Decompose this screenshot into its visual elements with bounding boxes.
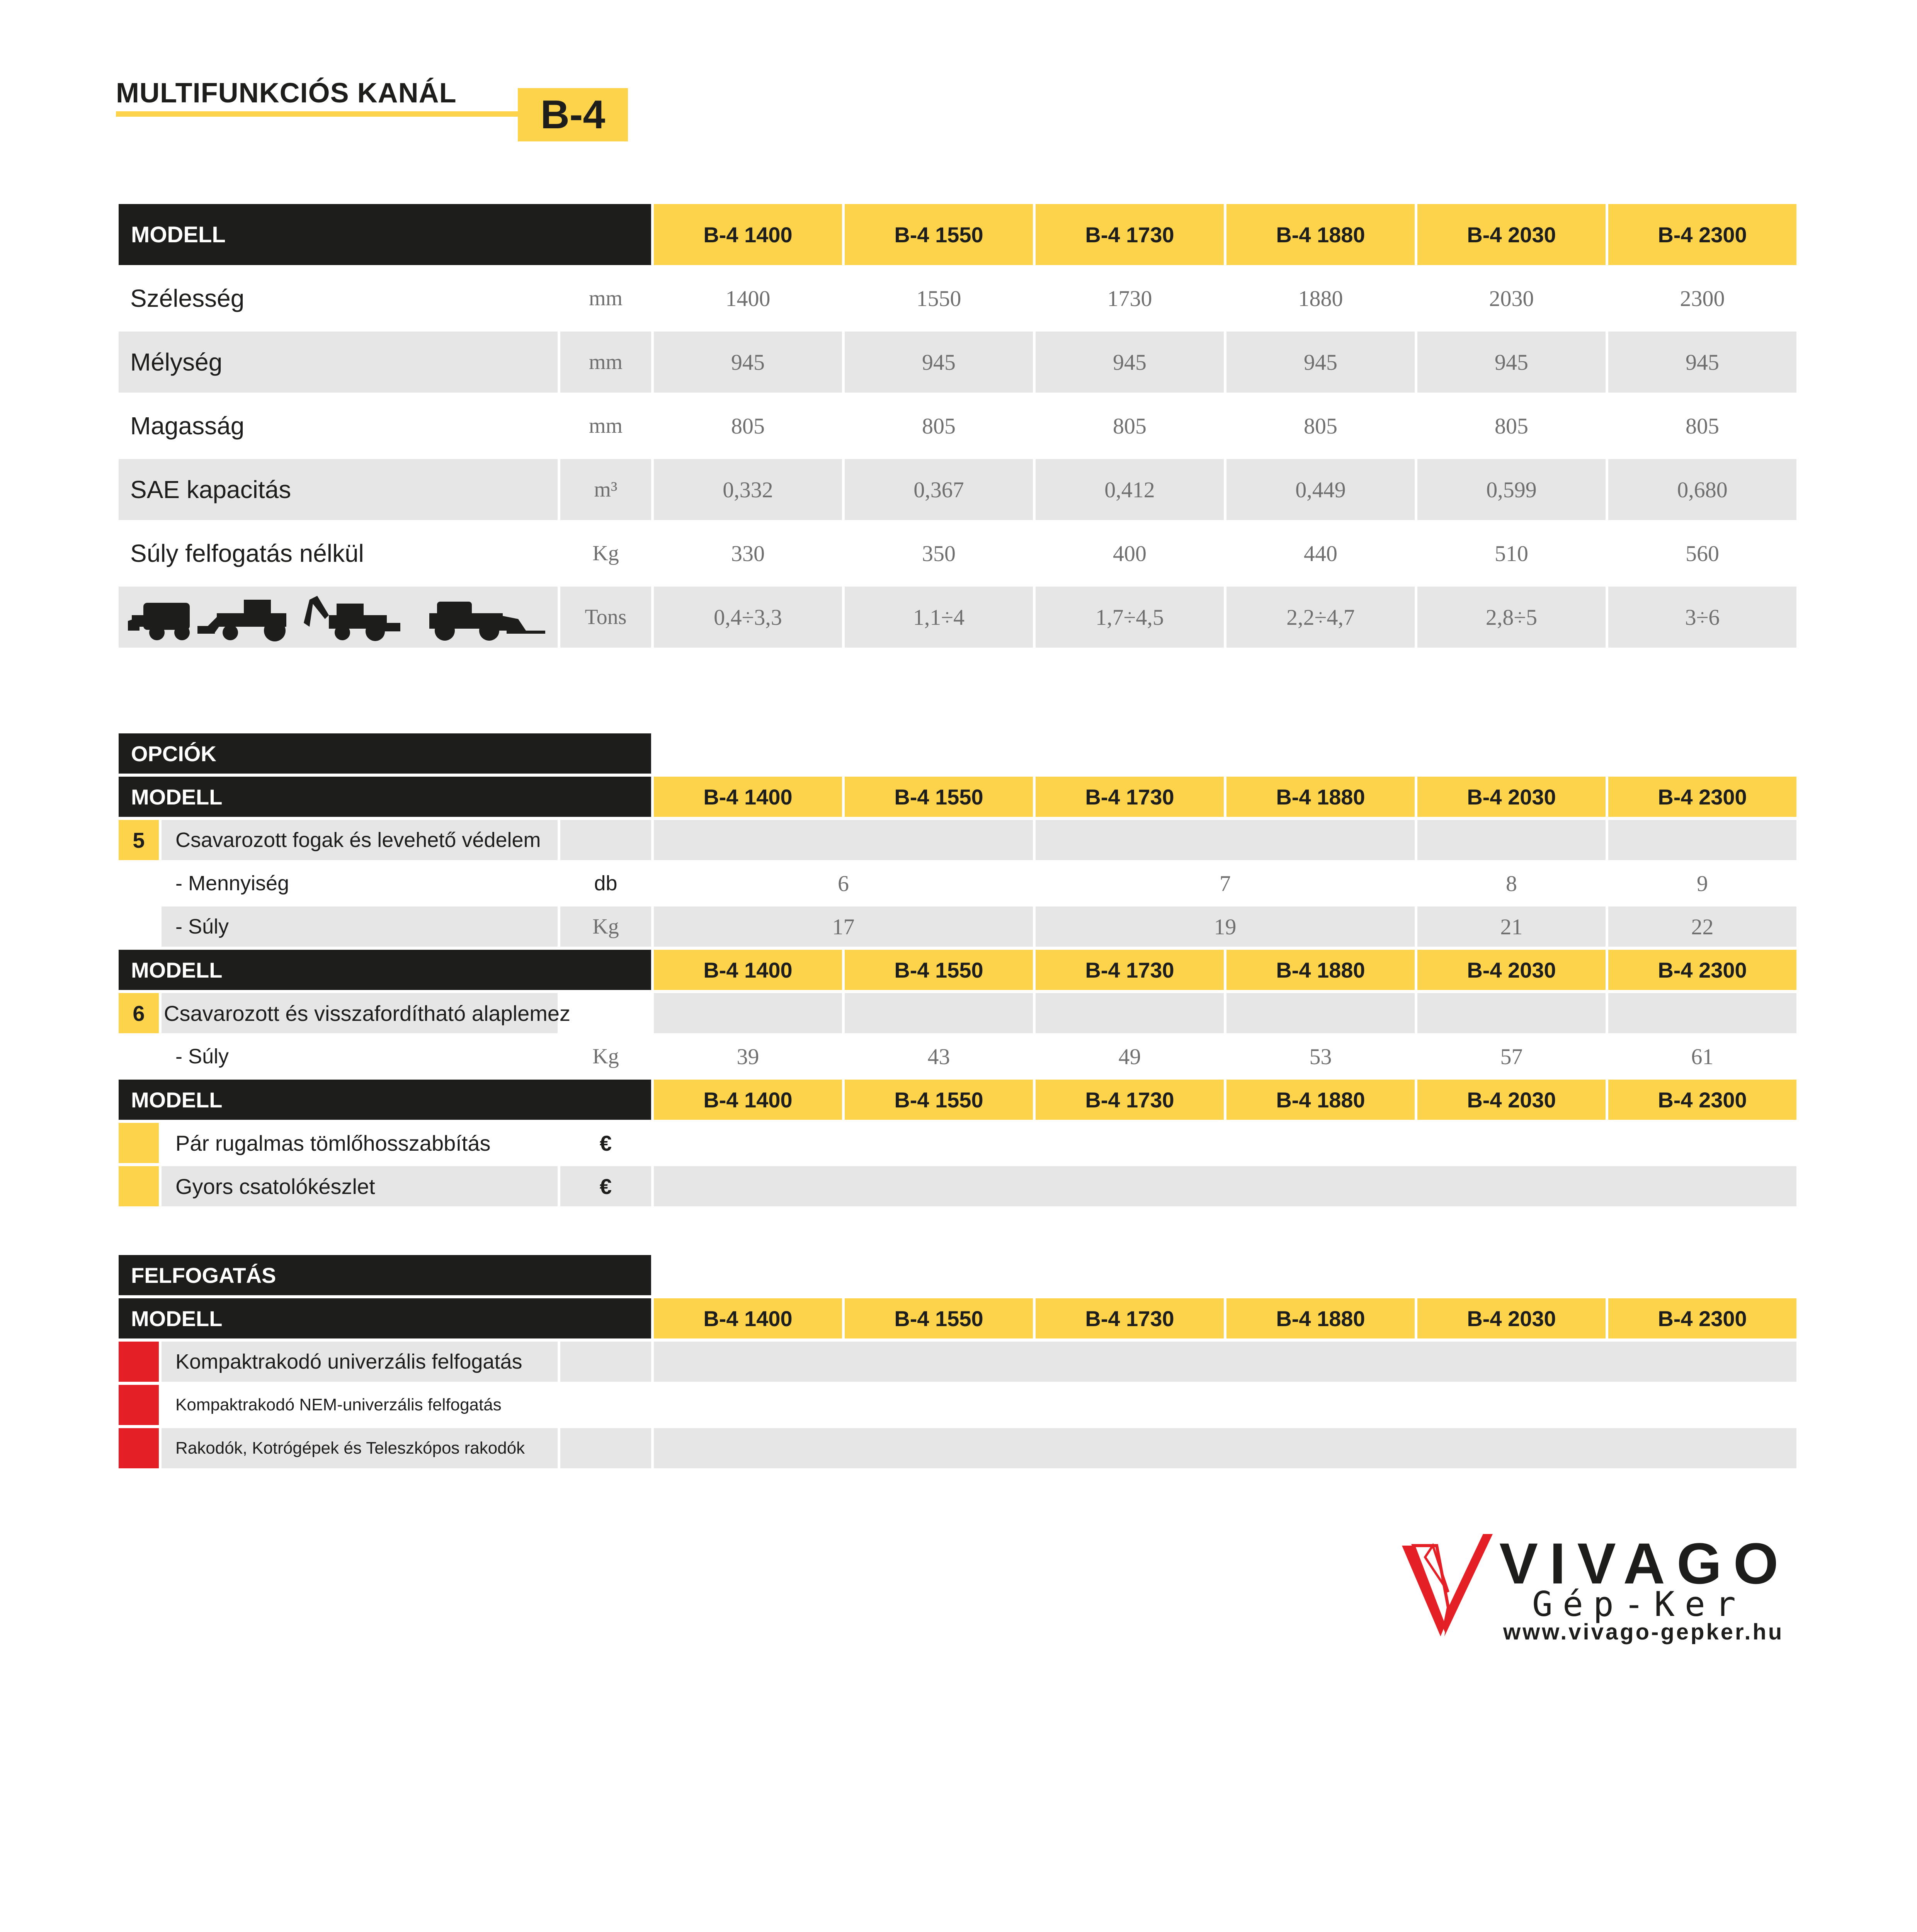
option-empty-cell [1417,993,1606,1033]
spec-unit-sae-capacity: m³ [560,459,651,520]
spec-label-sae-capacity: SAE kapacitás [119,459,558,520]
spec-value: 0,599 [1417,459,1606,520]
options-model-col-6: B-4 2300 [1608,950,1796,990]
options-model-col-4: B-4 1880 [1226,777,1415,817]
options-model-col-6: B-4 2300 [1608,777,1796,817]
tractor-loader-icon [197,600,286,641]
option-weight-unit: Kg [560,906,651,947]
mounting-loaders-label: Rakodók, Kotrógépek és Teleszkópos rakodók [162,1428,558,1468]
spec-label-width: Szélesség [130,284,245,312]
spec-value: 350 [922,541,956,566]
option-empty-cell [1417,820,1606,860]
logo-url: www.vivago-gepker.hu [1503,1619,1784,1645]
option-value: 22 [1608,906,1796,947]
spec-value: 1730 [1107,286,1152,311]
machine-icons-strip [128,592,553,642]
option-empty-cell [1226,993,1415,1033]
option-qty-unit: db [594,872,617,895]
spec-value: 805 [922,413,956,439]
options-model-col-3: B-4 1730 [1036,950,1224,990]
extra-hose-label: Pár rugalmas tömlőhosszabbítás [175,1131,491,1155]
spec-value: 0,412 [1036,459,1224,520]
spec-model-header: MODELL [119,204,651,265]
spec-value: 1880 [1298,286,1343,311]
mounting-marker [119,1385,159,1425]
option-value: 6 [838,871,849,896]
option-number-badge: 6 [119,993,159,1033]
spec-value: 945 [1608,332,1796,393]
options-model-col-2: B-4 1550 [845,1080,1033,1120]
wheel-loader-icon [429,602,545,641]
spec-unit-tons: Tons [560,587,651,648]
spec-value: 1550 [916,286,961,311]
options-model-col-2: B-4 1550 [845,777,1033,817]
spec-value: 2030 [1489,286,1534,311]
option-value: 49 [1118,1044,1141,1069]
options-model-header: MODELL [119,950,651,990]
spec-value: 0,449 [1226,459,1415,520]
logo-subtitle: Gép-Ker [1532,1584,1746,1624]
spec-model-col-1: B-4 1400 [654,204,842,265]
spec-model-col-5: B-4 2030 [1417,204,1606,265]
mounting-empty-cell [654,1342,1796,1382]
option-qty-label: - Mennyiség [175,872,289,895]
option-empty-cell [1036,820,1415,860]
option-plate-label: Csavarozott és visszafordítható alaplemez [162,993,558,1033]
spec-unit-depth: mm [560,332,651,393]
option-value: 43 [927,1044,950,1069]
spec-value: 945 [654,332,842,393]
mounting-marker [119,1342,159,1382]
mounting-model-col-3: B-4 1730 [1036,1298,1224,1338]
option-weight-label: - Súly [175,1045,229,1068]
mounting-unit-empty [560,1428,651,1468]
options-model-col-4: B-4 1880 [1226,1080,1415,1120]
spec-value: 440 [1304,541,1337,566]
spec-value: 2,8÷5 [1417,587,1606,648]
spec-value: 510 [1495,541,1528,566]
mounting-non-universal-label: Kompaktrakodó NEM-univerzális felfogatás [175,1395,502,1414]
option-weight-label: - Súly [162,906,558,947]
spec-label-depth: Mélység [119,332,558,393]
mounting-marker [119,1428,159,1468]
options-model-col-5: B-4 2030 [1417,777,1606,817]
spec-value: 805 [1113,413,1146,439]
spec-value: 805 [1686,413,1719,439]
spec-unit-height: mm [589,414,623,438]
model-code-label: B-4 [540,92,606,137]
option-value: 39 [737,1044,759,1069]
spec-value: 3÷6 [1608,587,1796,648]
spec-value: 0,4÷3,3 [654,587,842,648]
spec-value: 2,2÷4,7 [1226,587,1415,648]
spec-unit-weight: Kg [592,541,619,565]
extra-coupler-label: Gyors csatolókészlet [162,1166,558,1206]
option-unit-empty [560,820,651,860]
options-model-header: MODELL [119,777,651,817]
spec-value: 945 [845,332,1033,393]
spec-model-col-2: B-4 1550 [845,204,1033,265]
options-model-header: MODELL [119,1080,651,1120]
option-value: 19 [1036,906,1415,947]
spec-value: 0,367 [845,459,1033,520]
option-value: 61 [1691,1044,1714,1069]
spec-label-weight: Súly felfogatás nélkül [130,539,364,567]
option-weight-unit: Kg [592,1044,619,1068]
option-value: 53 [1309,1044,1332,1069]
option-empty-cell [1608,820,1796,860]
options-model-col-3: B-4 1730 [1036,777,1224,817]
mounting-empty-cell [654,1428,1796,1468]
option-empty-cell [845,993,1033,1033]
option-value: 21 [1417,906,1606,947]
spec-value: 1400 [725,286,771,311]
options-model-col-2: B-4 1550 [845,950,1033,990]
options-model-col-4: B-4 1880 [1226,950,1415,990]
title-underline [116,111,518,117]
option-value: 7 [1220,871,1231,896]
vivago-v-mark-icon [1402,1530,1495,1638]
spec-value: 0,332 [654,459,842,520]
spec-model-col-4: B-4 1880 [1226,204,1415,265]
option-value: 57 [1500,1044,1523,1069]
extra-marker [119,1123,159,1163]
logo-name: VIVAGO [1499,1531,1790,1596]
skid-steer-loader-icon [128,603,190,640]
mounting-model-col-1: B-4 1400 [654,1298,842,1338]
extra-hose-unit: € [599,1131,612,1155]
option-teeth-label: Csavarozott fogak és levehető védelem [162,820,558,860]
page-title: MULTIFUNKCIÓS KANÁL [116,78,457,109]
spec-value: 945 [1226,332,1415,393]
extra-marker [119,1166,159,1206]
option-value: 8 [1506,871,1517,896]
mounting-unit-empty [560,1342,651,1382]
mounting-model-header: MODELL [119,1298,651,1338]
options-model-col-1: B-4 1400 [654,777,842,817]
options-model-col-6: B-4 2300 [1608,1080,1796,1120]
spec-value: 1,1÷4 [845,587,1033,648]
option-unit-empty [560,993,651,1033]
spec-value: 945 [1417,332,1606,393]
option-value: 9 [1697,871,1708,896]
spec-value: 1,7÷4,5 [1036,587,1224,648]
extra-empty-cell [654,1166,1796,1206]
spec-value: 805 [731,413,765,439]
mounting-model-col-2: B-4 1550 [845,1298,1033,1338]
spec-unit-width: mm [589,286,623,310]
options-model-col-3: B-4 1730 [1036,1080,1224,1120]
mounting-model-col-4: B-4 1880 [1226,1298,1415,1338]
option-empty-cell [1608,993,1796,1033]
option-empty-cell [654,820,1033,860]
spec-model-col-6: B-4 2300 [1608,204,1796,265]
mounting-universal-label: Kompaktrakodó univerzális felfogatás [162,1342,558,1382]
spec-value: 945 [1036,332,1224,393]
spec-model-col-3: B-4 1730 [1036,204,1224,265]
backhoe-loader-icon [304,596,400,641]
option-value: 17 [654,906,1033,947]
options-model-col-5: B-4 2030 [1417,1080,1606,1120]
spec-value: 400 [1113,541,1146,566]
extra-coupler-unit: € [560,1166,651,1206]
options-model-col-1: B-4 1400 [654,1080,842,1120]
spec-value: 330 [731,541,765,566]
mounting-model-col-5: B-4 2030 [1417,1298,1606,1338]
options-model-col-1: B-4 1400 [654,950,842,990]
spec-value: 0,680 [1608,459,1796,520]
option-number-badge: 5 [119,820,159,860]
machine-icons-cell [119,587,558,648]
options-section-title: OPCIÓK [119,733,651,774]
spec-value: 805 [1495,413,1528,439]
spec-label-height: Magasság [130,412,245,440]
spec-value: 805 [1304,413,1337,439]
option-empty-cell [654,993,842,1033]
options-model-col-5: B-4 2030 [1417,950,1606,990]
option-empty-cell [1036,993,1224,1033]
mounting-model-col-6: B-4 2300 [1608,1298,1796,1338]
mounting-section-title: FELFOGATÁS [119,1255,651,1295]
spec-value: 2300 [1680,286,1725,311]
spec-value: 560 [1686,541,1719,566]
